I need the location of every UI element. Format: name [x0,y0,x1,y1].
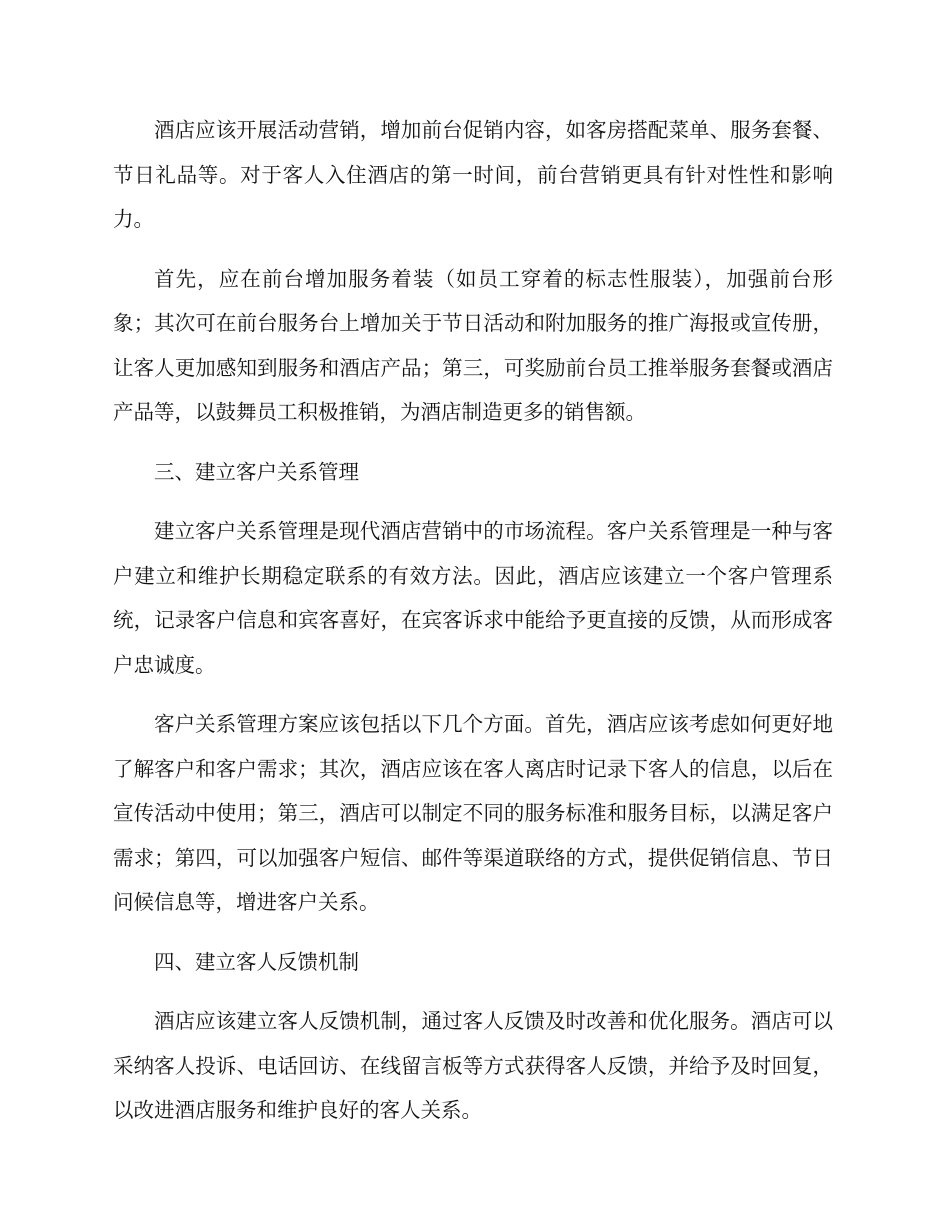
section-heading-crm: 三、建立客户关系管理 [154,459,359,484]
section-heading-feedback: 四、建立客人反馈机制 [154,949,359,974]
paragraph-activity-marketing: 酒店应该开展活动营销，增加前台促销内容，如客房搭配菜单、服务套餐、节日礼品等。对于客人入住酒店的第一时间，前台营销更具有针对性性和影响力。 [113,118,833,231]
paragraph-crm-plan: 客户关系管理方案应该包括以下几个方面。首先，酒店应该考虑如何更好地了解客户和客户需求；其次，酒店应该在客人离店时记录下客人的信息，以后在宣传活动中使用；第三，酒店可以制定不同的服务标准和服务目标，以满足客户需求；第四，可以加强客户短信、邮件等渠道联络的方式，提供促销信息、节日问候信息等，增进客户关系。 [113,712,833,914]
document-body [113,108,833,1148]
paragraph-feedback-mechanism: 酒店应该建立客人反馈机制，通过客人反馈及时改善和优化服务。酒店可以采纳客人投诉、电话回访、在线留言板等方式获得客人反馈，并给予及时回复，以改进酒店服务和维护良好的客人关系。 [113,1009,833,1122]
paragraph-crm-overview: 建立客户关系管理是现代酒店营销中的市场流程。客户关系管理是一种与客户建立和维护长期稳定联系的有效方法。因此，酒店应该建立一个客户管理系统，记录客户信息和宾客喜好，在宾客诉求中能给予更直接的反馈，从而形成客户忠诚度。 [113,519,833,677]
paragraph-front-desk-measures: 首先，应在前台增加服务着装（如员工穿着的标志性服装），加强前台形象；其次可在前台服务台上增加关于节日活动和附加服务的推广海报或宣传册，让客人更加感知到服务和酒店产品；第三，可奖励前台员工推举服务套餐或酒店产品等，以鼓舞员工积极推销，为酒店制造更多的销售额。 [113,266,833,424]
